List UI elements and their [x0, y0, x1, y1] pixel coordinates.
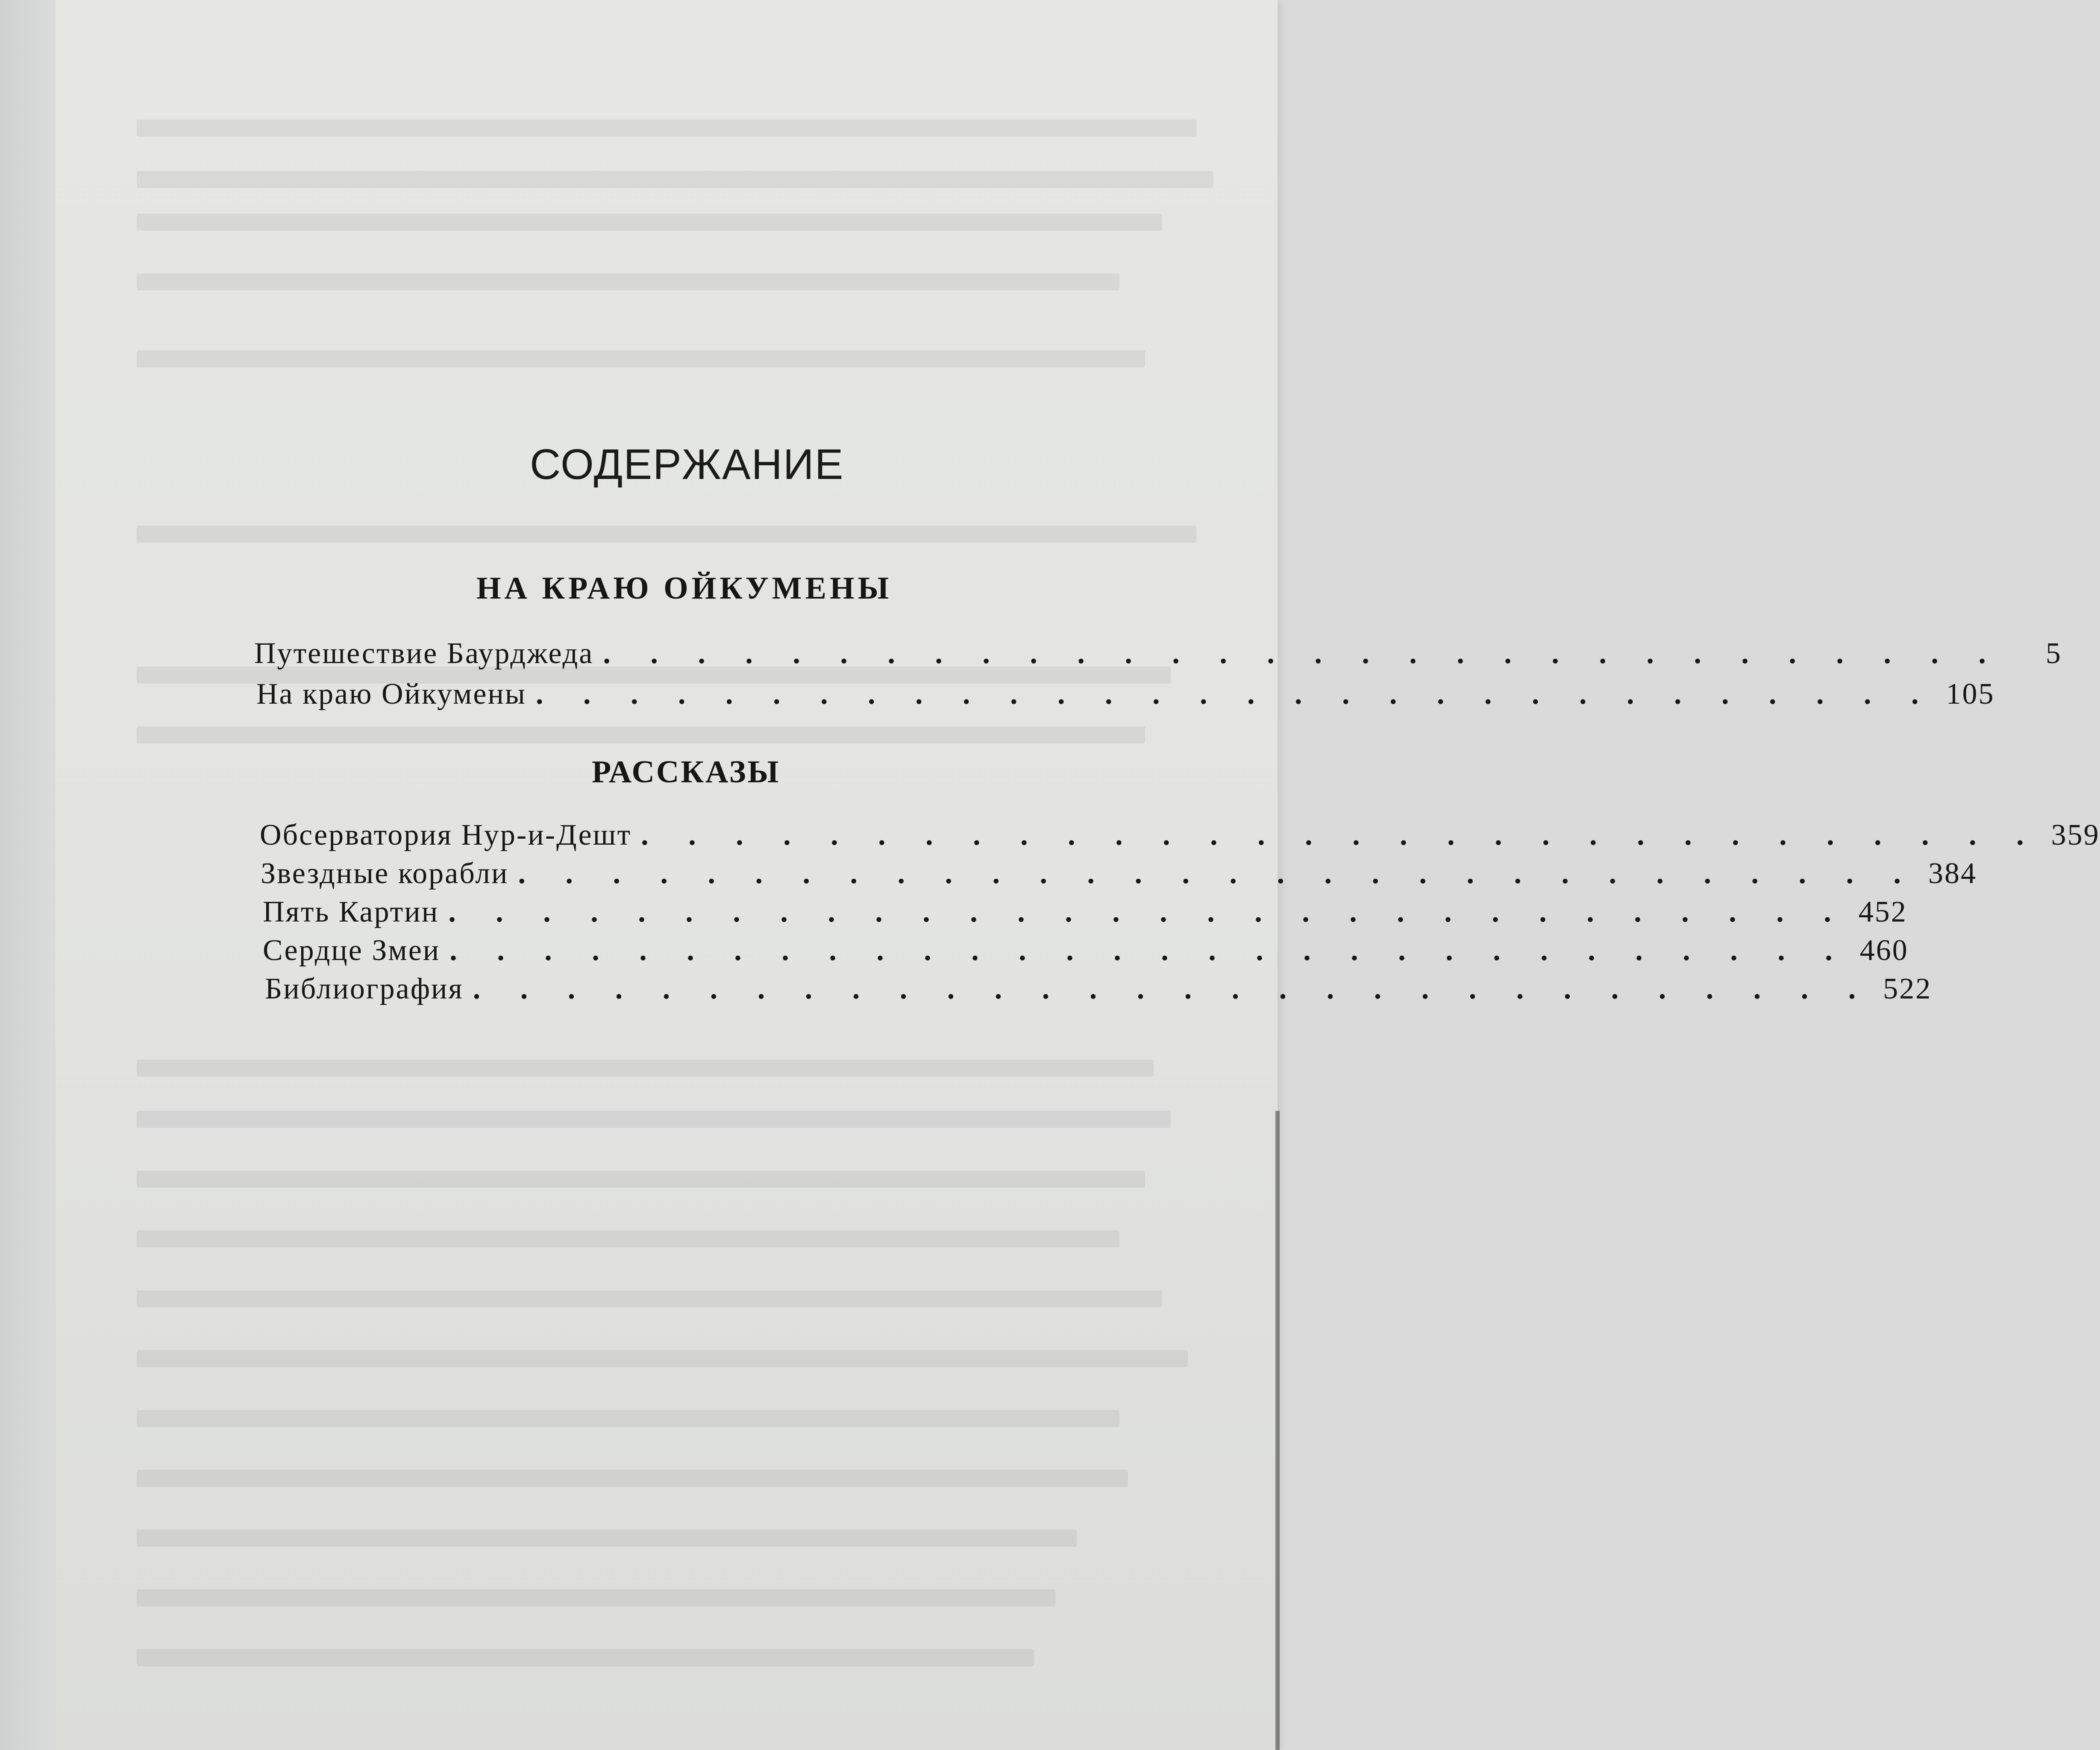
toc-entry[interactable]: [254, 637, 2062, 671]
bleed-through-line: [137, 214, 1162, 231]
section-heading-stories: РАССКАЗЫ: [592, 755, 781, 790]
toc-entry-title: Обсерватория Нур-и-Дешт: [260, 819, 632, 852]
toc-entry-title: Пять Картин: [263, 896, 439, 928]
toc-entry[interactable]: [265, 972, 1932, 1006]
dot-leader: . . . . . . . . . . . . . . . . . . . . . . . . . . . . . .: [535, 678, 1935, 711]
toc-entry[interactable]: [263, 934, 1909, 968]
contents-title: СОДЕРЖАНИЕ: [530, 440, 844, 488]
bleed-through-line: [137, 726, 1145, 743]
bleed-through-line: [137, 1350, 1188, 1367]
toc-entry-page: 359: [2051, 819, 2100, 852]
bleed-through-line: [137, 1060, 1154, 1077]
dot-leader: . . . . . . . . . . . . . . . . . . . . . . . . . . . . . .: [641, 819, 2040, 852]
toc-entry[interactable]: [263, 895, 1907, 929]
toc-entry-title: Сердце Змеи: [263, 934, 441, 967]
toc-entry-page: 452: [1858, 896, 1907, 928]
bleed-through-line: [137, 1410, 1119, 1427]
bleed-through-line: [137, 1530, 1077, 1547]
dot-leader: . . . . . . . . . . . . . . . . . . . . . . . . . . . . . .: [449, 934, 1849, 967]
toc-entry-page: 5: [2045, 637, 2062, 670]
bleed-through-line: [137, 1470, 1128, 1487]
toc-entry-title: Путешествие Баурджеда: [254, 637, 594, 670]
toc-entry-page: 460: [1859, 934, 1909, 967]
toc-entry-page: 105: [1946, 678, 1995, 711]
dot-leader: . . . . . . . . . . . . . . . . . . . . . . . . . . . . . .: [448, 896, 1847, 928]
bleed-through-line: [137, 1230, 1119, 1248]
section-heading-oikumena: НА КРАЮ ОЙКУМЕНЫ: [476, 571, 893, 606]
bleed-through-line: [137, 1649, 1034, 1666]
toc-entry[interactable]: [261, 857, 1977, 891]
bleed-through-line: [137, 171, 1213, 188]
toc-entry[interactable]: [260, 818, 2100, 852]
dot-leader: . . . . . . . . . . . . . . . . . . . . . . . . . . . . . .: [473, 972, 1872, 1005]
bleed-through-line: [137, 1290, 1162, 1307]
toc-entry-title: На краю Ойкумены: [256, 678, 526, 711]
toc-entry-page: 522: [1883, 972, 1932, 1005]
bleed-through-line: [137, 1589, 1055, 1606]
bleed-through-line: [137, 526, 1196, 543]
toc-entry-page: 384: [1928, 857, 1977, 890]
toc-entry-title: Звездные корабли: [261, 857, 509, 890]
bleed-through-line: [137, 350, 1145, 367]
toc-entry-title: Библиография: [265, 972, 464, 1005]
dot-leader: . . . . . . . . . . . . . . . . . . . . . . . . . . . . . .: [518, 857, 1917, 890]
left-page-margin: [0, 0, 64, 1750]
page-edge-shadow: [1275, 1111, 1280, 1750]
bleed-through-line: [137, 1171, 1145, 1188]
dot-leader: . . . . . . . . . . . . . . . . . . . . . . . . . . . . . .: [603, 637, 2002, 670]
bleed-through-line: [137, 1111, 1171, 1128]
bleed-through-line: [137, 273, 1119, 291]
toc-entry[interactable]: [256, 677, 1995, 711]
bleed-through-line: [137, 120, 1196, 137]
